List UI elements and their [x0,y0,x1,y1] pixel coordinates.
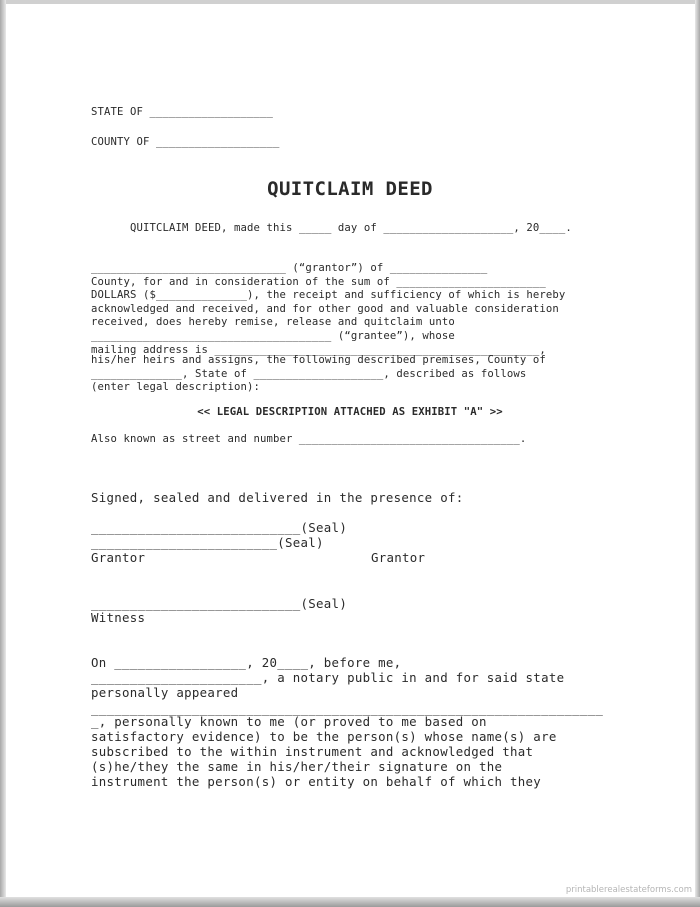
made-line: QUITCLAIM DEED, made this _____ day of ____________________, 20____. [130,222,572,234]
body-line: mailing address is __________________________________________________, [91,343,546,356]
notary-line: instrument the person(s) or entity on behalf of which they [91,774,542,789]
page-border-bottom [0,897,700,907]
witness-label: Witness [91,610,146,625]
street-line: Also known as street and number __________________________________. [91,433,527,445]
body-line: his/her heirs and assigns, the following described premises, County of [91,354,546,366]
grantor-label: Grantor [91,550,146,565]
grantor-seal-line-2: ________________________(Seal) [91,535,324,550]
body-line: County, for and in consideration of the sum of _______________________ [91,275,546,288]
county-line: COUNTY OF ___________________ [91,136,280,148]
body-line: ______________, State of ____________________, described as follows [91,367,527,380]
notary-line: (s)he/they the same in his/her/their signature on the [91,759,503,774]
state-line: STATE OF ___________________ [91,106,273,118]
notary-line: _, personally known to me (or proved to me based on [91,714,487,729]
notary-line: ______________________, a notary public in and for said state [91,670,565,685]
watermark: printablerealestateforms.com [565,885,692,895]
body-line: DOLLARS ($______________), the receipt and sufficiency of which is hereby [91,289,566,302]
notary-line: satisfactory evidence) to be the person(s) whose name(s) are [91,729,557,744]
body-line: received, does hereby remise, release and quitclaim unto [91,316,455,329]
legal-description-heading: << LEGAL DESCRIPTION ATTACHED AS EXHIBIT "A" >> [197,406,503,418]
grantor-seal-line-1: ___________________________(Seal) [91,520,348,535]
notary-line: subscribed to the within instrument and acknowledged that [91,744,534,759]
witness-seal-line: ___________________________(Seal) [91,596,348,611]
body-line: ______________________________ (“grantor”) of _______________ [91,262,488,274]
grantor-label: Grantor [371,550,426,565]
notary-line: personally appeared [91,685,239,700]
signed-line: Signed, sealed and delivered in the presence of: [91,490,464,505]
notary-line: __________________________________________________________________ [91,701,604,716]
page-border-right [695,0,700,907]
body-line: _____________________________________ (“grantee”), whose [91,330,455,342]
notary-line: On _________________, 20____, before me, [91,655,402,670]
document-title: QUITCLAIM DEED [267,178,433,200]
body-line: acknowledged and received, and for other good and valuable consideration [91,302,559,315]
body-line: (enter legal description): [91,381,260,394]
page-border-top [0,0,700,4]
page-border-left [0,0,6,907]
